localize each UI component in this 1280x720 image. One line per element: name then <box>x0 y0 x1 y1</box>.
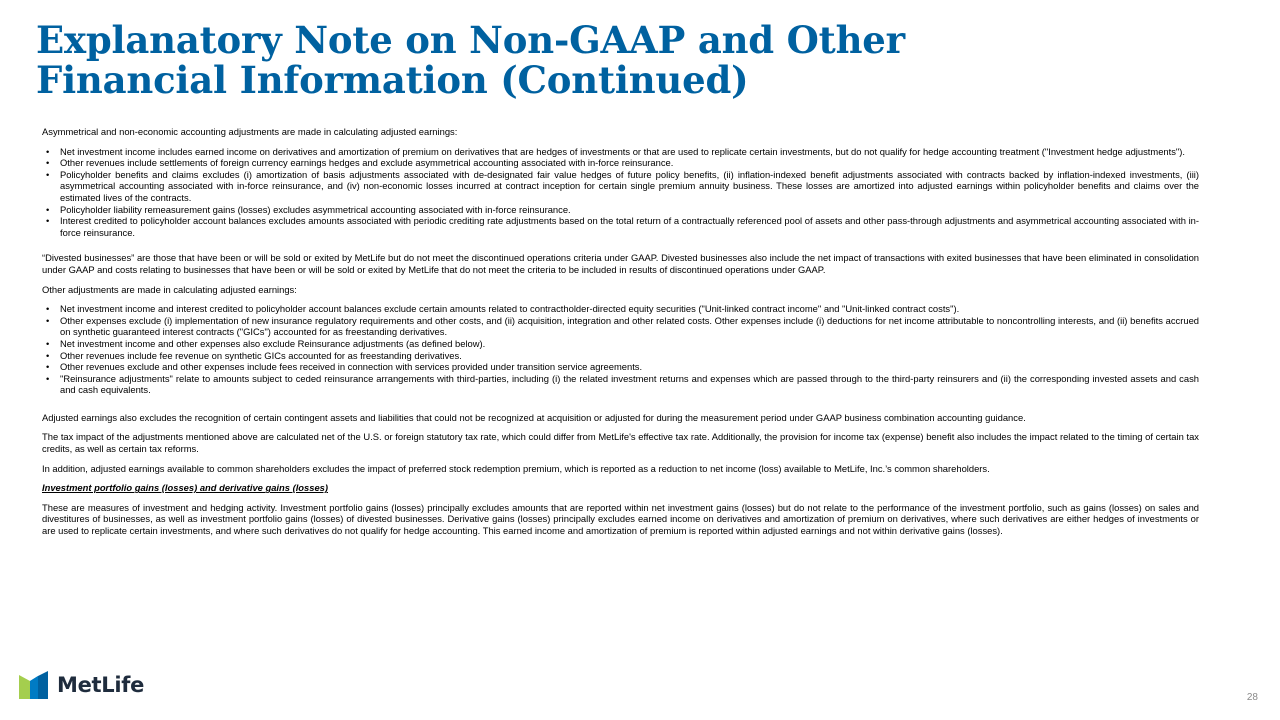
tax-paragraph: The tax impact of the adjustments mentioned above are calculated net of the U.S. or foreign statutory tax rate, which could differ from MetLife's effective tax rate. Additionally, the provision for income tax (expense) benefit also includes the impact related to the timing of certain tax credits, as well as certain tax reforms. <box>42 431 1199 455</box>
other-adjustments-intro: Other adjustments are made in calculating adjusted earnings: <box>42 283 297 295</box>
asymmetrical-adjustments-list <box>42 146 1199 239</box>
preferred-stock-paragraph: In addition, adjusted earnings available to common shareholders excludes the impact of preferred stock redemption premium, which is reported as a reduction to net income (loss) available to MetLife, Inc.’s common shareholders. <box>42 462 990 474</box>
other-adjustments-list <box>42 303 1199 396</box>
section-subheading: Investment portfolio gains (losses) and derivative gains (losses) <box>42 482 329 494</box>
list-item: • "Reinsurance adjustments" relate to amounts subject to ceded reinsurance arrangements with third-parties, including (i) the related investment returns and expenses which are passed through to the third-party reinsurers and (ii) the corresponding invested assets and cash and cash equivalents. <box>42 373 1199 396</box>
page-title <box>36 20 1036 100</box>
list-item: • Net investment income and other expenses also exclude Reinsurance adjustments (as defined below). <box>42 338 1199 350</box>
list-item: • Policyholder benefits and claims excludes (i) amortization of basis adjustments associated with de-designated fair value hedges of future policy benefits, (ii) inflation-indexed benefit adjustments associated with contracts backed by inflation-indexed investments, (iii) asymmetrical accounting associated with in-force reinsurance, and (iv) non-economic losses incurred at contract inception for certain single premium annuity business. These losses are amortized into adjusted earnings within policyholder benefits and claims over the estimated lives of the contracts. <box>42 169 1199 204</box>
list-item: • Other revenues include settlements of foreign currency earnings hedges and exclude asymmetrical accounting associated with in-force reinsurance. <box>42 157 1199 169</box>
contingent-paragraph: Adjusted earnings also excludes the recognition of certain contingent assets and liabilities that could not be recognized at acquisition or adjusted for during the measurement period under GAAP business combination accounting guidance. <box>42 411 1026 423</box>
logo-wordmark: MetLife <box>57 673 145 697</box>
page-number: 28 <box>1246 692 1258 703</box>
list-item: • Net investment income includes earned income on derivatives and amortization of premium on derivatives that are hedges of investments or that are used to replicate certain investments, but do not qualify for hedge accounting treatment ("Investment hedge adjustments"). <box>42 146 1199 158</box>
page-title-line-1: Explanatory Note on Non-GAAP and Other <box>36 18 905 62</box>
investment-measures-paragraph: These are measures of investment and hedging activity. Investment portfolio gains (losses) principally excludes amounts that are reported within net investment gains (losses) but do not relate to the performance of the investment portfolio, such as gains (losses) on sales and divestitures of businesses, as well as investment portfolio gains (losses) of divested businesses. Derivative gains (losses) principally excludes earned income on derivatives and amortization of premium on derivatives, where such derivatives are either hedges of investments or are used to replicate certain investments, and where such derivatives do not qualify for hedge accounting. This earned income and amortization of premium is reported within adjusted earnings and not within derivative gains (losses). <box>42 501 1199 537</box>
body-content <box>42 126 1199 545</box>
page-title-line-2: Financial Information (Continued) <box>36 58 749 102</box>
list-item: • Policyholder liability remeasurement gains (losses) excludes asymmetrical accounting associated with in-force reinsurance. <box>42 204 1199 216</box>
list-item: • Interest credited to policyholder account balances excludes amounts associated with periodic crediting rate adjustments based on the total return of a contractually referenced pool of assets and other pass-through adjustments and asymmetrical accounting associated with in-force reinsurance. <box>42 215 1199 238</box>
list-item: • Other expenses exclude (i) implementation of new insurance regulatory requirements and other costs, and (ii) acquisition, integration and other related costs. Other expenses include (i) deductions for net income attributable to noncontrolling interests, and (ii) benefits accrued on synthetic guaranteed interest contracts ("GICs") accounted for as freestanding derivatives. <box>42 315 1199 338</box>
metlife-logo-icon <box>19 671 49 699</box>
list-item: • Other revenues include fee revenue on synthetic GICs accounted for as freestanding derivatives. <box>42 350 1199 362</box>
list-item: • Net investment income and interest credited to policyholder account balances exclude certain amounts related to contractholder-directed equity securities ("Unit-linked contract income" and "Unit-linked contract costs"). <box>42 303 1199 315</box>
asymmetrical-intro: Asymmetrical and non-economic accounting adjustments are made in calculating adjusted earnings: <box>42 126 458 137</box>
list-item: • Other revenues exclude and other expenses include fees received in connection with services provided under transition service agreements. <box>42 361 1199 373</box>
metlife-logo <box>19 671 144 699</box>
divested-businesses-paragraph: “Divested businesses” are those that have been or will be sold or exited by MetLife but do not meet the discontinued operations criteria under GAAP. Divested businesses also include the net impact of transactions with exited businesses that have been eliminated in consolidation under GAAP and costs relating to businesses that have been or will be sold or exited by MetLife that do not meet the criteria to be included in results of discontinued operations under GAAP. <box>42 252 1199 275</box>
